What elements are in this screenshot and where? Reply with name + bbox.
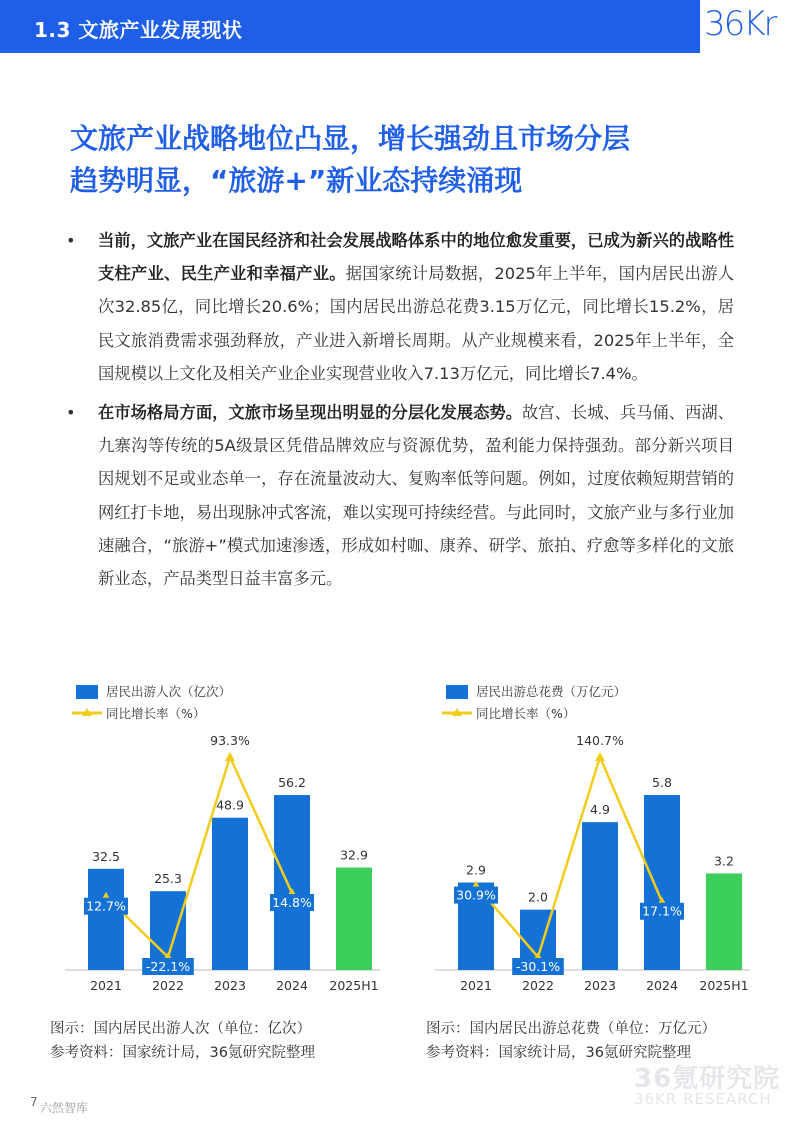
headline bbox=[70, 118, 750, 202]
source-text: 参考资料：国家统计局，36氪研究院整理 bbox=[50, 1045, 315, 1061]
bar-value-label: 3.2 bbox=[714, 853, 734, 869]
bar bbox=[88, 869, 124, 970]
bar-value-label: 4.9 bbox=[590, 802, 610, 818]
headline-line-1: 文旅产业战略地位凸显，增长强劲且市场分层 bbox=[70, 122, 631, 155]
growth-point bbox=[225, 752, 235, 761]
bullet-marker: • bbox=[66, 403, 76, 423]
growth-line bbox=[476, 757, 662, 957]
page-number: 7 bbox=[30, 1095, 38, 1109]
bullet-body-text: 故宫、长城、兵马俑、西湖、九寨沟等传统的5A级景区凭借品牌效应与资源优势，盈利能力保持强劲。部分新兴项目因规划不足或业态单一，存在流量波动大、复购率低等问题。例如，过度依赖短期营销的网红打卡地，易出现脉冲式客流，难以实现可持续经营。与此同时，文旅产业与多行业加速融合，“旅游+”模式加速渗透，形成如村咖、康养、研学、旅拍、疗愈等多样化的文旅新业态，产品类型日益丰富多元。 bbox=[98, 403, 734, 589]
section-title: 1.3 文旅产业发展现状 bbox=[34, 18, 243, 42]
bar bbox=[212, 818, 248, 970]
bullet-item bbox=[66, 396, 734, 595]
growth-label: 93.3% bbox=[210, 733, 250, 748]
bar-value-label: 48.9 bbox=[216, 797, 244, 813]
bar bbox=[706, 873, 742, 970]
x-tick-label: 2025H1 bbox=[329, 978, 379, 993]
caption-text: 图示：国内居民出游人次（单位：亿次） bbox=[50, 1021, 311, 1037]
bullet-item bbox=[66, 224, 734, 390]
headline-line-2: 趋势明显，“旅游+”新业态持续涌现 bbox=[70, 164, 523, 197]
chart-trips-caption bbox=[50, 1017, 315, 1065]
chart-spending bbox=[430, 675, 749, 995]
chart-trips bbox=[60, 675, 379, 995]
growth-label: -22.1% bbox=[145, 959, 191, 974]
watermark-en: 36KR RESEARCH bbox=[634, 1090, 772, 1108]
bar-value-label: 32.5 bbox=[92, 848, 120, 864]
growth-label: 12.7% bbox=[86, 898, 126, 914]
bullet-body-text: 据国家统计局数据，2025年上半年，国内居民出游人次32.85亿，同比增长20.6%；国内居民出游总花费3.15万亿元，同比增长15.2%，居民文旅消费需求强劲释放，产业进入新增长周期。从产业规模来看，2025年上半年，全国规模以上文化及相关产业企业实现营业收入7.13万亿元，同比增长7.4%。 bbox=[98, 264, 734, 383]
x-tick-label: 2023 bbox=[584, 978, 616, 993]
bar-value-label: 25.3 bbox=[154, 871, 182, 887]
growth-label: 140.7% bbox=[576, 733, 624, 748]
growth-point bbox=[595, 752, 605, 761]
bar bbox=[644, 795, 680, 970]
x-tick-label: 2022 bbox=[152, 978, 184, 993]
bar-value-label: 2.9 bbox=[466, 862, 486, 878]
growth-label: 30.9% bbox=[456, 887, 496, 903]
bar bbox=[336, 868, 372, 970]
x-tick-label: 2022 bbox=[522, 978, 554, 993]
growth-label: 14.8% bbox=[272, 895, 312, 911]
chart-spending-svg bbox=[430, 675, 749, 995]
x-tick-label: 2024 bbox=[276, 978, 308, 993]
bullet-bold-text: 在市场格局方面，文旅市场呈现出明显的分层化发展态势。 bbox=[98, 403, 522, 423]
growth-label: -30.1% bbox=[515, 959, 561, 974]
logo-text: 36Kr bbox=[704, 4, 776, 44]
caption-text: 图示：国内居民出游总花费（单位：万亿元） bbox=[426, 1021, 716, 1037]
bar-value-label: 32.9 bbox=[340, 847, 368, 863]
bullet-list bbox=[66, 224, 734, 595]
bar-value-label: 56.2 bbox=[278, 775, 306, 790]
bullet-bold-text: 当前，文旅产业在国民经济和社会发展战略体系中的地位愈发重要，已成为新兴的战略性支柱产业、民生产业和幸福产业。 bbox=[98, 231, 734, 284]
legend-line-label: 同比增长率（%） bbox=[106, 706, 206, 721]
legend-line-label: 同比增长率（%） bbox=[476, 706, 576, 721]
chart-trips-svg bbox=[60, 675, 379, 995]
growth-label: 17.1% bbox=[642, 903, 682, 919]
source-text: 参考资料：国家统计局，36氪研究院整理 bbox=[426, 1045, 691, 1061]
bar-value-label: 5.8 bbox=[652, 775, 672, 790]
watermark-cn: 36氪研究院 bbox=[634, 1064, 781, 1094]
bar bbox=[582, 822, 618, 970]
brand-logo bbox=[700, 4, 794, 50]
legend-bar-label: 居民出游人次（亿次） bbox=[106, 684, 232, 699]
growth-line bbox=[106, 757, 292, 957]
x-tick-label: 2021 bbox=[90, 978, 122, 993]
x-tick-label: 2025H1 bbox=[699, 978, 749, 993]
x-tick-label: 2024 bbox=[646, 978, 678, 993]
bullet-marker: • bbox=[66, 231, 76, 250]
stamp: 六然智库 bbox=[40, 1101, 89, 1115]
x-tick-label: 2021 bbox=[460, 978, 492, 993]
bar bbox=[274, 795, 310, 970]
x-tick-label: 2023 bbox=[214, 978, 246, 993]
legend-bar-label: 居民出游总花费（万亿元） bbox=[476, 684, 627, 699]
bar-value-label: 2.0 bbox=[528, 889, 548, 905]
